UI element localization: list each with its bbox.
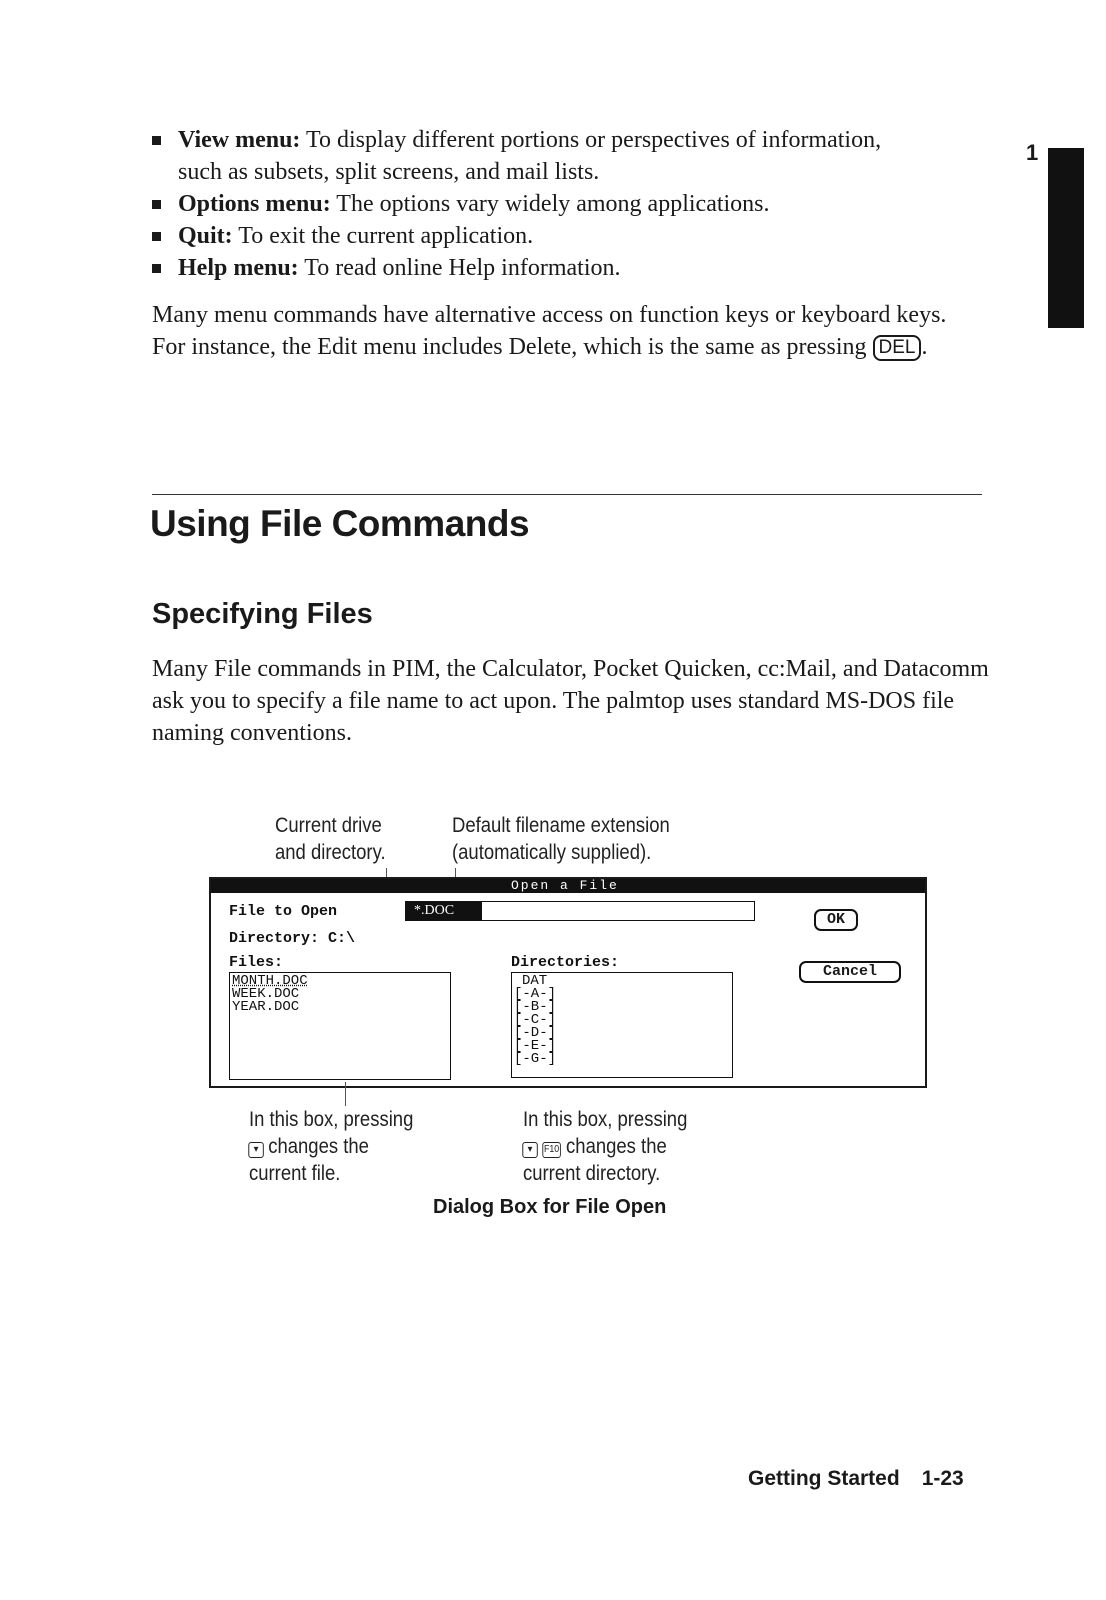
section-title: Using File Commands: [150, 503, 530, 544]
directory-item[interactable]: [-B-]: [514, 999, 557, 1015]
bullet-term: Quit:: [178, 223, 233, 249]
paragraph-end: .: [921, 334, 928, 360]
subsection-title: Specifying Files: [152, 598, 373, 630]
open-file-dialog: [209, 877, 927, 1088]
del-key-icon: DEL: [873, 335, 922, 361]
cancel-button[interactable]: Cancel: [799, 961, 901, 983]
directory-item-selected[interactable]: DAT: [522, 973, 548, 989]
directory-row: [229, 931, 355, 947]
callout-directories-box: [523, 1106, 687, 1187]
directory-item[interactable]: [-D-]: [514, 1025, 557, 1041]
bullet-view-menu: [150, 124, 910, 188]
menu-shortcut-paragraph: [152, 299, 982, 363]
directory-item[interactable]: [-G-]: [514, 1051, 557, 1067]
callout-line: and directory.: [275, 841, 386, 864]
down-arrow-key-icon: ▾: [248, 1142, 263, 1158]
callout-line: Current drive: [275, 814, 382, 837]
bullet-text: To display different portions or perspectives of information, such as subsets, split screens, and mail lists.: [178, 127, 882, 185]
files-label: Files:: [229, 954, 284, 971]
callout-line: [523, 1133, 687, 1160]
callout-line: In this box, pressing: [249, 1108, 414, 1131]
directory-item[interactable]: [-E-]: [514, 1038, 557, 1054]
callout-line: Default filename extension: [452, 814, 670, 837]
callout-text: changes the: [268, 1135, 369, 1158]
callout-line: [249, 1133, 413, 1160]
bullet-square-icon: [152, 232, 161, 241]
callout-line: current directory.: [523, 1162, 661, 1185]
dialog-title: Open a File: [511, 878, 619, 893]
section-divider: [152, 494, 982, 495]
file-to-open-label: File to Open: [229, 903, 338, 920]
bullet-quit: [150, 220, 910, 252]
file-item-selected[interactable]: MONTH.DOC: [232, 973, 308, 989]
bullet-text: To exit the current application.: [238, 223, 534, 249]
file-naming-paragraph: Many File commands in PIM, the Calculator, Pocket Quicken, cc:Mail, and Datacomm ask you to specify a file name to act upon. The palmtop uses standard MS-DOS file naming conventions.: [152, 656, 989, 746]
bullet-help-menu: [150, 252, 910, 284]
page-number: 1-23: [921, 1467, 964, 1490]
directory-value: C:\: [328, 930, 356, 947]
bullet-square-icon: [152, 200, 161, 209]
callout-text: changes the: [566, 1135, 667, 1158]
directory-item[interactable]: [-C-]: [514, 1012, 557, 1028]
directories-label: Directories:: [511, 954, 620, 971]
bullet-term: View menu:: [178, 127, 301, 153]
directory-item[interactable]: [-A-]: [514, 986, 557, 1002]
ok-button[interactable]: OK: [814, 909, 858, 931]
chapter-tab-number: 1: [1026, 140, 1039, 165]
callout-line: In this box, pressing: [523, 1108, 688, 1131]
bullet-term: Help menu:: [178, 255, 299, 281]
callout-files-box: [249, 1106, 413, 1187]
f10-key-icon: F10: [542, 1142, 561, 1158]
file-item[interactable]: WEEK.DOC: [232, 986, 300, 1002]
directory-label: Directory:: [229, 930, 320, 947]
files-listbox[interactable]: [229, 972, 451, 1080]
bullet-text: To read online Help information.: [304, 255, 621, 281]
callout-default-extension: [452, 812, 670, 866]
bullet-square-icon: [152, 136, 161, 145]
bullet-square-icon: [152, 264, 161, 273]
menu-bullet-list: [150, 124, 910, 284]
callout-pointer: [345, 1082, 346, 1106]
bullet-text: The options vary widely among applications.: [336, 191, 770, 217]
file-to-open-input[interactable]: [405, 901, 755, 921]
chapter-tab-bar: [1048, 148, 1084, 328]
directories-listbox[interactable]: [511, 972, 733, 1078]
page-footer: [748, 1467, 964, 1491]
footer-section: Getting Started: [748, 1467, 900, 1490]
paragraph-text: Many menu commands have alternative access on function keys or keyboard keys. For instance, the Edit menu includes Delete, which is the same as pressing: [152, 302, 947, 360]
file-to-open-value: *.DOC: [406, 902, 482, 920]
callout-line: (automatically supplied).: [452, 841, 652, 864]
bullet-term: Options menu:: [178, 191, 331, 217]
down-arrow-key-icon: ▾: [522, 1142, 537, 1158]
callout-line: current file.: [249, 1162, 341, 1185]
file-item[interactable]: YEAR.DOC: [232, 999, 300, 1015]
bullet-options-menu: [150, 188, 910, 220]
figure-caption: Dialog Box for File Open: [433, 1196, 667, 1218]
callout-current-drive: [275, 812, 386, 866]
